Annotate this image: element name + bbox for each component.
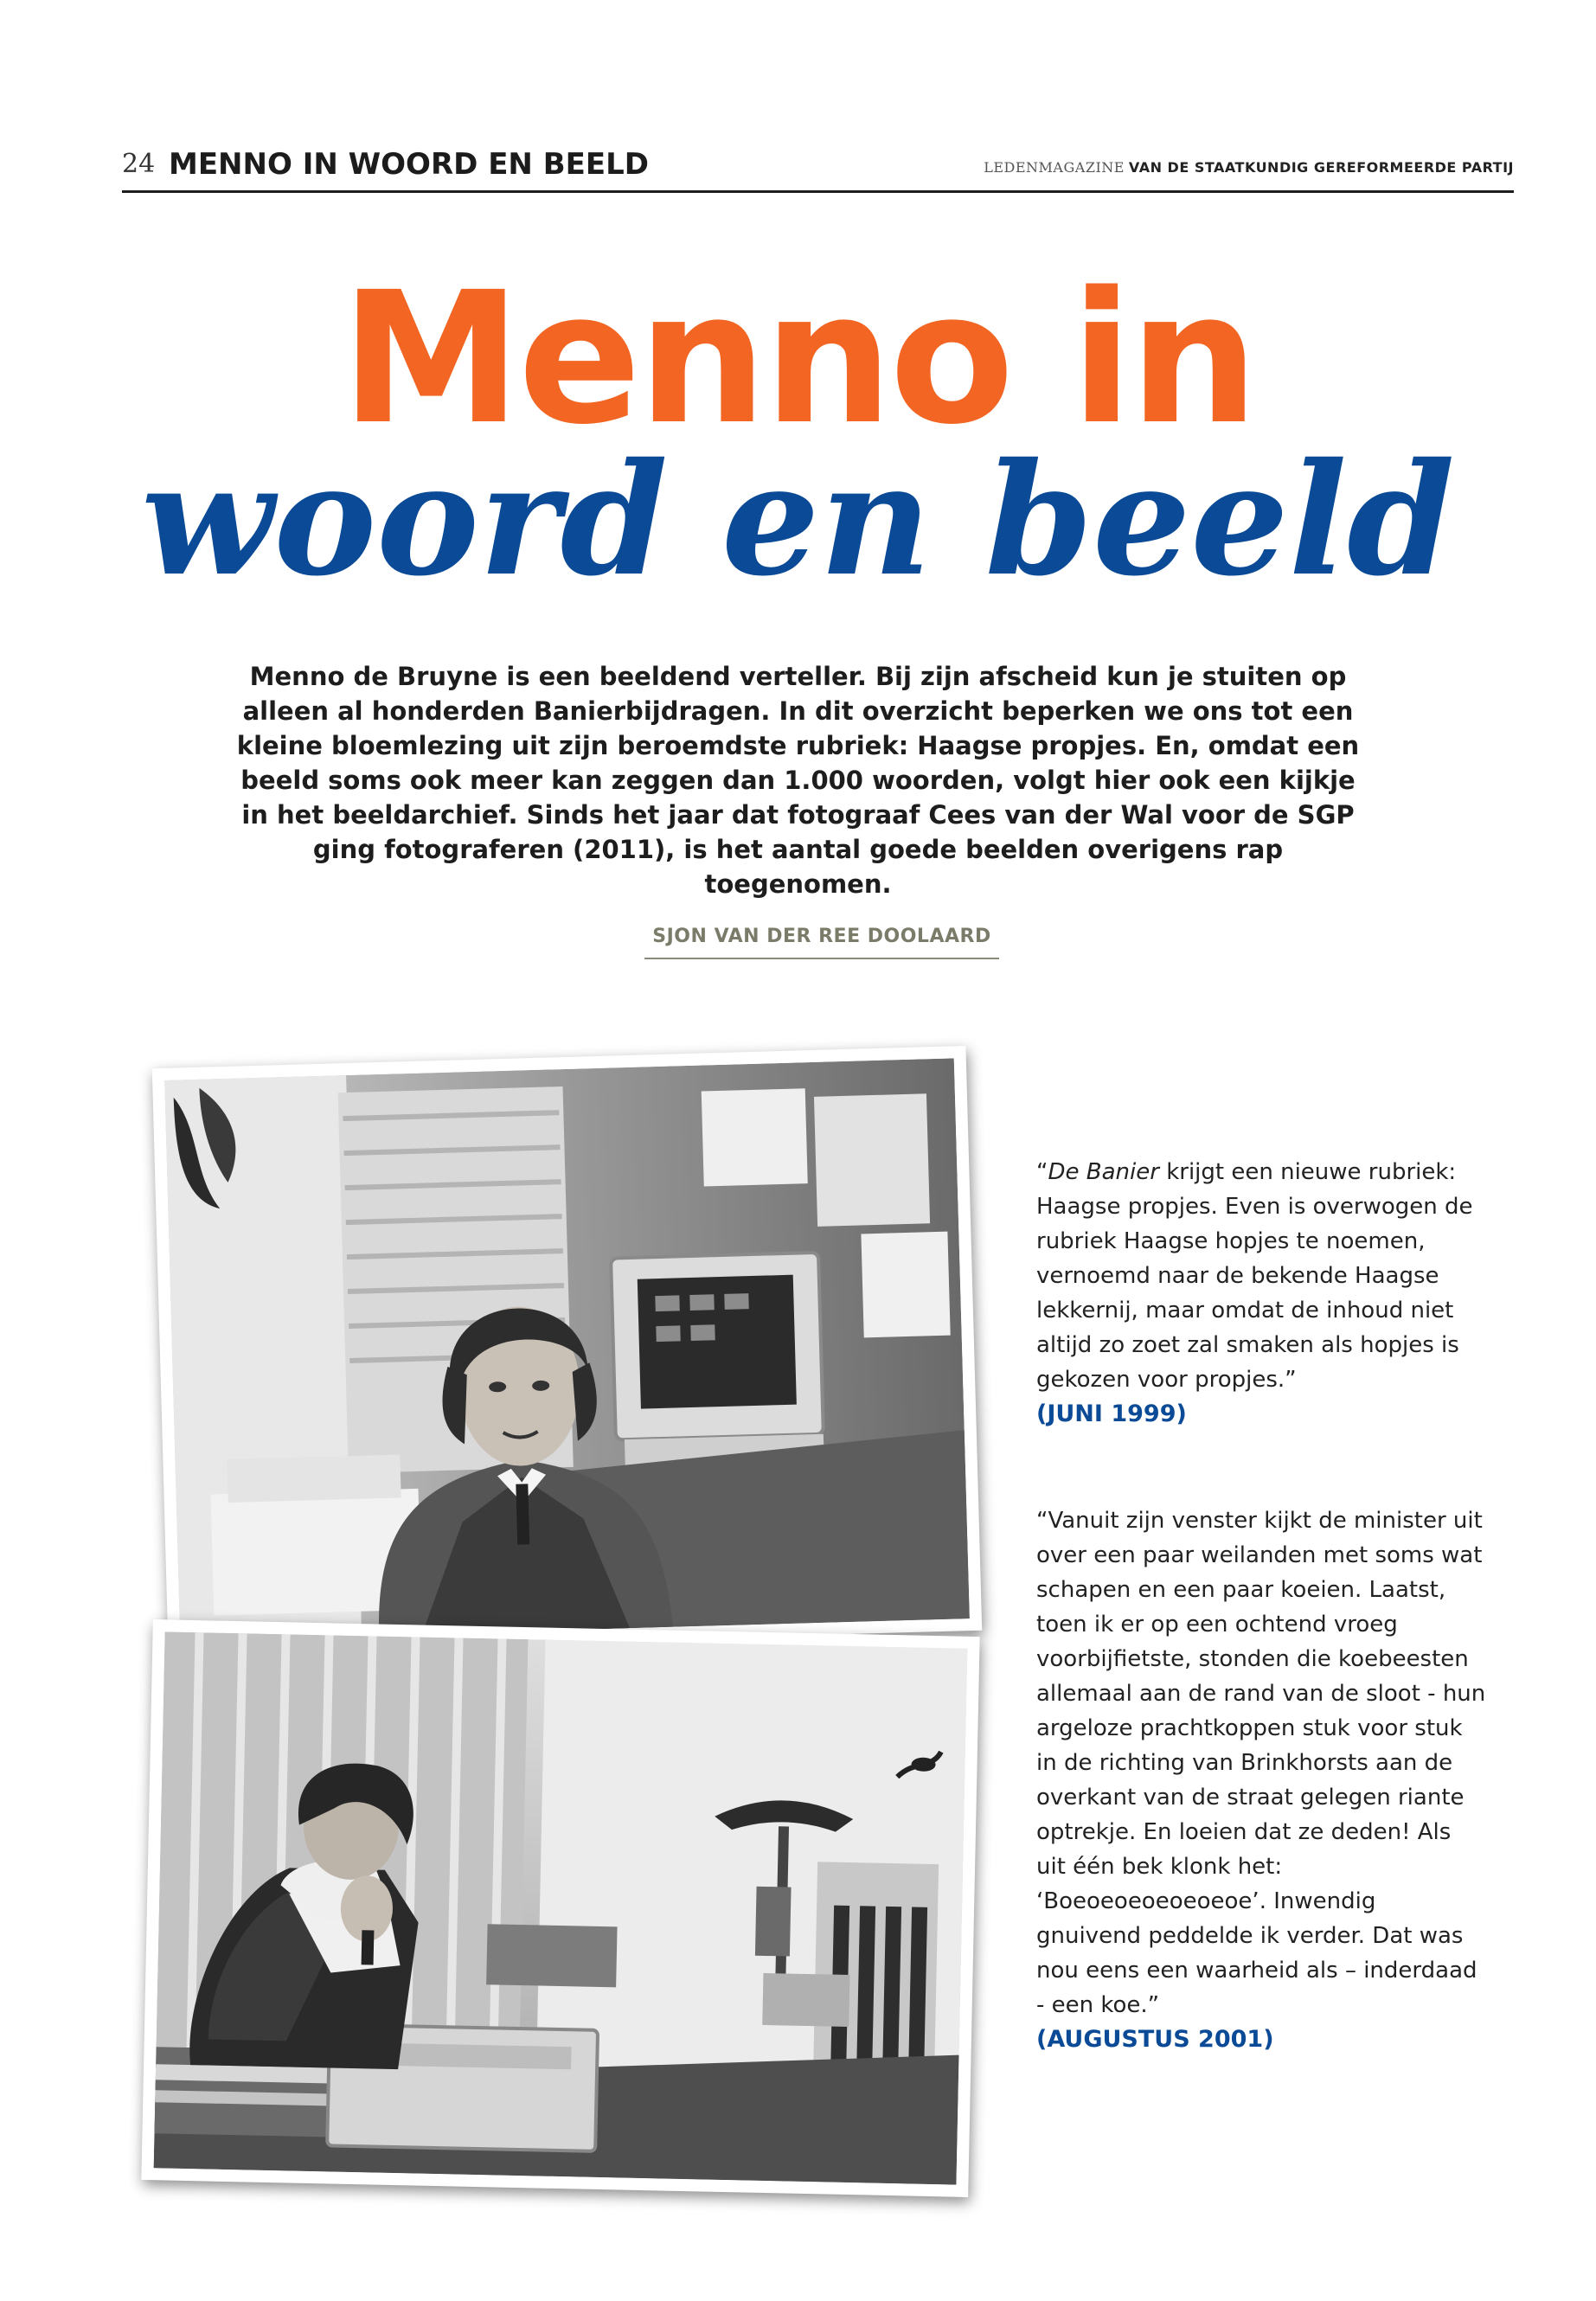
quote-2-text: “Vanuit zijn venster kijkt de minister uit over een paar weilanden met soms wat schapen en een paar koeien. Laatst, toen ik er op een ochtend vroeg voorbijfietste, stonden die koebeesten allemaal aan de rand van de sloot - hun argeloze prachtkoppen stuk voor stuk in de richting van Brinkhorsts aan de overkant van de straat gelegen riante optrekje. En loeien dat ze deden! Als uit één bek klonk het: ‘Boeoeoeoeoeoeoe’. Inwendig gnuivend peddelde ik verder. Dat was nou eens een waarheid als – inderdaad - een koe.”	[1036, 1508, 1486, 2018]
quote-2-date: (AUGUSTUS 2001)	[1036, 2026, 1274, 2053]
quote-block-1	[1036, 1155, 1486, 1432]
quote-1-emphasis: De Banier	[1048, 1159, 1159, 1185]
quote-1-date: (JUNI 1999)	[1036, 1400, 1187, 1427]
photo-illustration-2	[154, 1631, 968, 2184]
magazine-name: VAN DE STAATKUNDIG GEREFORMEERDE PARTIJ	[1128, 159, 1514, 176]
headline-line-2: woord en beeld	[141, 429, 1455, 610]
quote-1-open-mark: “	[1036, 1159, 1048, 1185]
quote-1-text	[1036, 1155, 1486, 1397]
headline-line-1: Menno in	[340, 253, 1256, 465]
page-number: 24	[122, 149, 156, 179]
archive-photo-desk-lamp	[141, 1619, 979, 2197]
magazine-label	[984, 159, 1514, 176]
archive-photo-computer-desk	[152, 1046, 983, 1653]
photo-illustration-1	[164, 1058, 970, 1640]
section-title: MENNO IN WOORD EN BEELD	[169, 147, 649, 182]
magazine-prefix: LEDENMAGAZINE	[984, 159, 1125, 176]
quote-block-2	[1036, 1503, 1486, 2057]
quote-1-body: krijgt een nieuwe rubriek: Haagse propjes. Even is overwogen de rubriek Haagse hopjes te noemen, vernoemd naar de bekende Haagse lekkernij, maar omdat de inhoud niet altijd zo zoet zal smaken als hopjes is gekozen voor propjes.”	[1036, 1159, 1473, 1393]
author-byline: SJON VAN DER REE DOOLAARD	[644, 926, 999, 959]
page-header	[122, 147, 1514, 193]
intro-paragraph: Menno de Bruyne is een beeldend verteller. Bij zijn afscheid kun je stuiten op alleen al honderden Banierbijdragen. In dit overzicht beperken we ons tot een kleine bloemlezing uit zijn beroemdste rubriek: Haagse propjes. En, omdat een beeld soms ook meer kan zeggen dan 1.000 woorden, volgt hier ook een kijkje in het beeldarchief. Sinds het jaar dat fotograaf Cees van der Wal voor de SGP ging fotograferen (2011), is het aantal goede beelden overigens rap toegenomen.	[236, 662, 1360, 899]
